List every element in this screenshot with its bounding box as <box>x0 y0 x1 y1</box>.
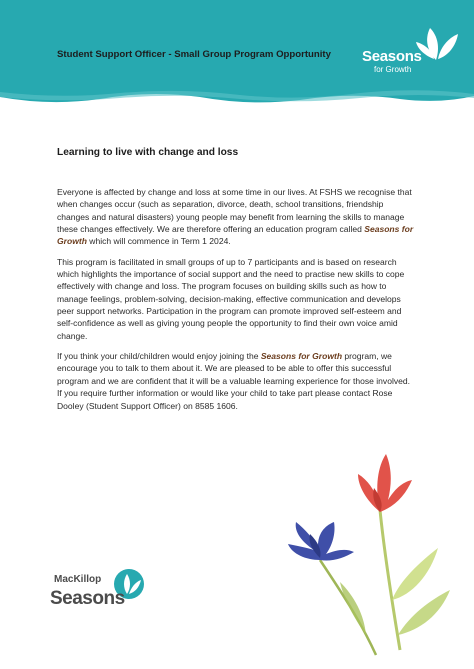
brand-subtitle: for Growth <box>374 65 412 74</box>
logo-program-name: Seasons <box>50 588 125 609</box>
logo-org-name: MacKillop <box>54 574 102 585</box>
paragraph-2: This program is facilitated in small groups of up to 7 participants and is based on research which highlights the importance of social support and the need to practise new skills to cope effectively with change and loss. The program focuses on building skills such as how to manage feelings, problem-solving, decision-making, effective communication and develops peer support networks. Participation in the program can promote improved self-esteem and self-confidence as well as giving young people the opportunity to find their own voice amid change. <box>57 256 405 341</box>
p3-text-a: If you think your child/children would enjoy joining the <box>57 351 261 362</box>
paragraph-1 <box>57 186 417 248</box>
p3-program-name: Seasons for Growth <box>260 351 343 362</box>
seasons-for-growth-logo <box>362 22 462 74</box>
mackillop-seasons-logo <box>50 566 150 616</box>
p1-text-a: Everyone is affected by change and loss at some time in our lives. At FSHS we recognise that when changes occur (such as separation, divorce, death, school transitions, friendship changes and natural disasters) young people may benefit from learning the skills to manage these changes effectively. We are therefore offering an education program called <box>57 187 412 235</box>
brand-name: Seasons <box>362 48 422 65</box>
banner-title: Student Support Officer - Small Group Program Opportunity <box>57 49 331 60</box>
p1-text-b: which will commence in Term 1 2024. <box>86 236 231 247</box>
body-text <box>57 186 417 420</box>
paragraph-3 <box>57 350 417 412</box>
flower-illustration <box>280 450 470 660</box>
p1-program-name: Seasons for Growth <box>57 224 414 247</box>
p3-text-b: program, we encourage you to talk to them about it. We are pleased to be able to offer this successful program and we are confident that it will be a valuable learning experience for those involved. If you require further information or would like your child to take part please contact Rose Dooley (Student Support Officer) on 8585 1606. <box>57 351 411 411</box>
section-heading: Learning to live with change and loss <box>57 147 239 158</box>
